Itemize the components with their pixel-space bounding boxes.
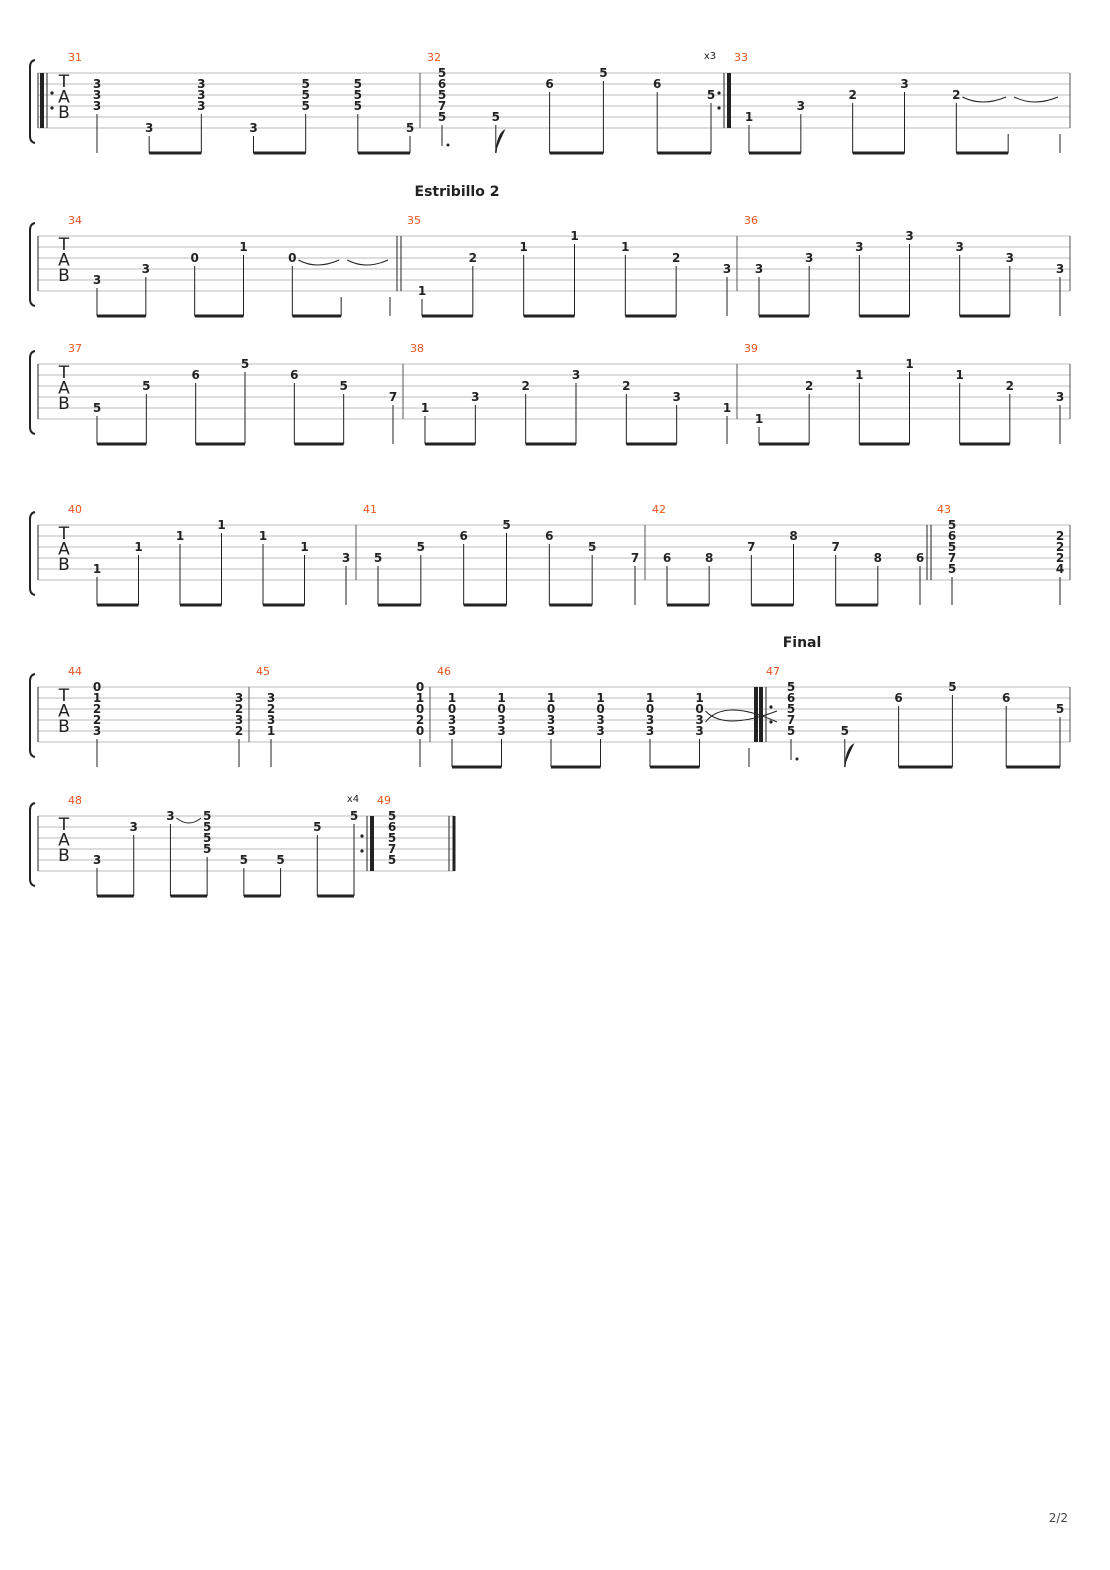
fret-number: 3 xyxy=(471,390,480,404)
fret-number: 1 xyxy=(415,691,425,705)
fret-number: 6 xyxy=(459,529,468,543)
fret-number: 3 xyxy=(645,724,655,738)
fret-number: 3 xyxy=(197,99,206,113)
fret-number: 0 xyxy=(190,251,199,265)
fret-number: 1 xyxy=(722,401,732,415)
tab-clef-letter: A xyxy=(58,701,70,722)
fret-number: 3 xyxy=(141,262,151,276)
repeat-dot xyxy=(50,106,53,109)
measure-number: 44 xyxy=(68,665,82,678)
fret-number: 7 xyxy=(387,842,397,856)
fret-number: 3 xyxy=(695,724,704,738)
fret-number: 7 xyxy=(388,390,398,404)
fret-number: 3 xyxy=(1005,251,1015,265)
fret-number: 6 xyxy=(437,77,447,91)
fret-number: 7 xyxy=(947,551,957,565)
fret-number: 0 xyxy=(497,702,506,716)
repeat-dot xyxy=(717,91,720,94)
fret-number: 1 xyxy=(417,284,427,298)
repeat-dot xyxy=(769,705,772,708)
fret-number: 5 xyxy=(387,853,397,867)
fret-number: 6 xyxy=(915,551,925,565)
system-bracket xyxy=(30,674,35,757)
fret-number: 3 xyxy=(144,121,154,135)
fret-number: 3 xyxy=(905,229,914,243)
fret-number: 2 xyxy=(468,251,478,265)
dotted-note-dot xyxy=(796,758,799,761)
fret-number: 6 xyxy=(545,77,554,91)
system-bracket xyxy=(30,60,35,143)
tab-clef-letter: A xyxy=(58,87,70,108)
fret-number: 0 xyxy=(288,251,297,265)
measure-number: 38 xyxy=(410,342,424,355)
fret-number: 3 xyxy=(497,713,506,727)
page-number: 2/2 xyxy=(1048,1511,1068,1525)
tab-clef-letter: T xyxy=(58,524,70,544)
measure-number: 32 xyxy=(427,51,441,64)
repeat-dot xyxy=(360,834,363,837)
fret-number: 5 xyxy=(313,820,322,834)
fret-number: 5 xyxy=(437,66,447,80)
tab-clef-letter: T xyxy=(58,72,70,92)
measure-number: 48 xyxy=(68,794,82,807)
measure-number: 36 xyxy=(744,214,758,227)
measure-number: 34 xyxy=(68,214,82,227)
fret-number: 3 xyxy=(266,713,276,727)
fret-number: 1 xyxy=(645,691,655,705)
system-bracket xyxy=(30,803,35,886)
tie-curve xyxy=(962,97,1006,102)
fret-number: 1 xyxy=(258,529,268,543)
fret-number: 8 xyxy=(704,551,714,565)
fret-number: 1 xyxy=(744,110,754,124)
fret-number: 7 xyxy=(747,540,756,554)
fret-number: 2 xyxy=(234,702,244,716)
repeat-count: x4 xyxy=(346,794,360,805)
fret-number: 0 xyxy=(645,702,655,716)
fret-number: 3 xyxy=(754,262,764,276)
fret-number: 7 xyxy=(437,99,447,113)
fret-number: 2 xyxy=(92,702,102,716)
measure-number: 40 xyxy=(68,503,82,516)
fret-number: 3 xyxy=(546,724,556,738)
measure-number: 35 xyxy=(407,214,421,227)
fret-number: 1 xyxy=(92,691,102,705)
fret-number: 5 xyxy=(840,724,849,738)
fret-number: 7 xyxy=(630,551,640,565)
tie-curve xyxy=(1014,97,1058,102)
fret-number: 5 xyxy=(786,680,796,694)
fret-number: 1 xyxy=(695,691,704,705)
tie-curve xyxy=(347,260,388,265)
fret-number: 3 xyxy=(197,88,206,102)
fret-number: 1 xyxy=(266,724,276,738)
fret-number: 3 xyxy=(234,713,244,727)
fret-number: 5 xyxy=(706,88,716,102)
fret-number: 2 xyxy=(1005,379,1015,393)
dotted-note-dot xyxy=(447,144,450,147)
fret-number: 1 xyxy=(754,412,764,426)
fret-number: 3 xyxy=(92,77,102,91)
fret-number: 0 xyxy=(695,702,704,716)
fret-number: 3 xyxy=(92,273,102,287)
fret-number: 5 xyxy=(599,66,608,80)
fret-number: 5 xyxy=(202,820,212,834)
measure-number: 33 xyxy=(734,51,748,64)
repeat-dot xyxy=(769,720,772,723)
fret-number: 2 xyxy=(234,724,244,738)
fret-number: 1 xyxy=(519,240,528,254)
fret-number: 3 xyxy=(955,240,964,254)
fret-number: 5 xyxy=(353,99,363,113)
system-bracket xyxy=(30,223,35,306)
tab-clef-letter: A xyxy=(58,830,70,851)
tab-clef-letter: A xyxy=(58,378,70,399)
tab-clef-letter: T xyxy=(58,686,70,706)
repeat-dot xyxy=(717,106,720,109)
fret-number: 5 xyxy=(405,121,415,135)
fret-number: 7 xyxy=(831,540,840,554)
measure-number: 46 xyxy=(437,665,451,678)
fret-number: 1 xyxy=(239,240,248,254)
fret-number: 2 xyxy=(415,713,425,727)
fret-number: 5 xyxy=(387,809,397,823)
repeat-dot xyxy=(50,91,53,94)
tab-clef-letter: B xyxy=(58,394,70,414)
fret-number: 5 xyxy=(339,379,348,393)
fret-number: 1 xyxy=(175,529,185,543)
fret-number: 6 xyxy=(894,691,903,705)
fret-number: 2 xyxy=(622,379,631,393)
tab-clef-letter: T xyxy=(58,235,70,255)
fret-number: 5 xyxy=(387,831,397,845)
repeat-dot xyxy=(360,849,363,852)
fret-number: 0 xyxy=(92,680,102,694)
fret-number: 6 xyxy=(653,77,662,91)
measure-number: 31 xyxy=(68,51,82,64)
fret-number: 1 xyxy=(420,401,430,415)
fret-number: 3 xyxy=(796,99,806,113)
fret-number: 3 xyxy=(234,691,244,705)
fret-number: 6 xyxy=(662,551,672,565)
tab-clef-letter: B xyxy=(58,103,70,123)
fret-number: 3 xyxy=(197,77,206,91)
fret-number: 5 xyxy=(786,724,796,738)
fret-number: 3 xyxy=(249,121,258,135)
fret-number: 1 xyxy=(621,240,630,254)
fret-number: 5 xyxy=(437,88,447,102)
fret-number: 7 xyxy=(786,713,796,727)
measure-number: 42 xyxy=(652,503,666,516)
fret-number: 5 xyxy=(416,540,426,554)
measure-number: 49 xyxy=(377,794,391,807)
fret-number: 3 xyxy=(166,809,175,823)
fret-number: 1 xyxy=(447,691,457,705)
fret-number: 5 xyxy=(491,110,500,124)
fret-number: 3 xyxy=(447,713,457,727)
eighth-flag xyxy=(496,131,504,153)
fret-number: 1 xyxy=(217,518,226,532)
tab-clef-letter: B xyxy=(58,266,70,286)
fret-number: 3 xyxy=(571,368,581,382)
fret-number: 0 xyxy=(415,724,425,738)
fret-number: 3 xyxy=(695,713,704,727)
fret-number: 3 xyxy=(92,99,102,113)
fret-number: 0 xyxy=(415,702,425,716)
fret-number: 6 xyxy=(290,368,299,382)
fret-number: 5 xyxy=(239,853,249,867)
fret-number: 5 xyxy=(437,110,447,124)
tie-curve xyxy=(176,818,201,823)
fret-number: 2 xyxy=(92,713,102,727)
fret-number: 3 xyxy=(596,724,605,738)
fret-number: 2 xyxy=(804,379,814,393)
fret-number: 6 xyxy=(191,368,200,382)
fret-number: 2 xyxy=(521,379,530,393)
eighth-flag xyxy=(845,745,853,767)
tab-clef-letter: T xyxy=(58,363,70,383)
fret-number: 3 xyxy=(341,551,351,565)
fret-number: 5 xyxy=(202,831,212,845)
fret-number: 5 xyxy=(240,357,250,371)
fret-number: 5 xyxy=(947,540,957,554)
fret-number: 2 xyxy=(1055,540,1065,554)
measure-number: 37 xyxy=(68,342,82,355)
tab-clef-letter: A xyxy=(58,539,70,560)
fret-number: 3 xyxy=(645,713,655,727)
section-label: Final xyxy=(782,635,822,651)
measure-number: 41 xyxy=(363,503,377,516)
fret-number: 6 xyxy=(387,820,397,834)
system-bracket xyxy=(30,351,35,434)
tab-clef-letter: T xyxy=(58,815,70,835)
fret-number: 8 xyxy=(873,551,883,565)
fret-number: 3 xyxy=(266,691,276,705)
fret-number: 1 xyxy=(905,357,914,371)
system-bracket xyxy=(30,512,35,595)
fret-number: 1 xyxy=(596,691,605,705)
fret-number: 5 xyxy=(587,540,597,554)
fret-number: 5 xyxy=(301,88,310,102)
fret-number: 1 xyxy=(855,368,864,382)
tie-curve xyxy=(298,260,339,265)
fret-number: 3 xyxy=(596,713,605,727)
fret-number: 3 xyxy=(129,820,138,834)
fret-number: 4 xyxy=(1055,562,1065,576)
fret-number: 5 xyxy=(947,562,957,576)
measure-number: 43 xyxy=(937,503,951,516)
fret-number: 3 xyxy=(1055,262,1065,276)
fret-number: 2 xyxy=(848,88,857,102)
fret-number: 0 xyxy=(596,702,605,716)
fret-number: 3 xyxy=(900,77,909,91)
measure-number: 39 xyxy=(744,342,758,355)
fret-number: 0 xyxy=(447,702,457,716)
fret-number: 3 xyxy=(447,724,457,738)
tab-clef-letter: B xyxy=(58,555,70,575)
fret-number: 5 xyxy=(202,809,212,823)
fret-number: 2 xyxy=(1055,551,1065,565)
fret-number: 1 xyxy=(497,691,506,705)
fret-number: 3 xyxy=(546,713,556,727)
fret-number: 6 xyxy=(545,529,554,543)
fret-number: 3 xyxy=(722,262,732,276)
fret-number: 5 xyxy=(301,99,310,113)
fret-number: 1 xyxy=(546,691,556,705)
fret-number: 3 xyxy=(672,390,681,404)
fret-number: 5 xyxy=(349,809,359,823)
fret-number: 3 xyxy=(92,88,102,102)
fret-number: 1 xyxy=(134,540,143,554)
fret-number: 5 xyxy=(786,702,796,716)
fret-number: 0 xyxy=(546,702,556,716)
fret-number: 1 xyxy=(300,540,309,554)
fret-number: 6 xyxy=(786,691,796,705)
fret-number: 6 xyxy=(1002,691,1011,705)
fret-number: 5 xyxy=(373,551,383,565)
fret-number: 3 xyxy=(92,853,102,867)
fret-number: 3 xyxy=(497,724,506,738)
fret-number: 5 xyxy=(947,518,957,532)
section-label: Estribillo 2 xyxy=(414,184,500,200)
fret-number: 3 xyxy=(855,240,864,254)
measure-number: 47 xyxy=(766,665,780,678)
fret-number: 2 xyxy=(952,88,961,102)
fret-number: 5 xyxy=(276,853,285,867)
fret-number: 2 xyxy=(671,251,681,265)
fret-number: 5 xyxy=(1055,702,1065,716)
fret-number: 5 xyxy=(502,518,511,532)
fret-number: 5 xyxy=(948,680,957,694)
measure-number: 45 xyxy=(256,665,270,678)
fret-number: 3 xyxy=(1055,390,1065,404)
fret-number: 2 xyxy=(1055,529,1065,543)
tab-clef-letter: B xyxy=(58,846,70,866)
fret-number: 5 xyxy=(202,842,212,856)
fret-number: 1 xyxy=(570,229,579,243)
tab-clef-letter: B xyxy=(58,717,70,737)
repeat-count: x3 xyxy=(703,51,717,62)
fret-number: 3 xyxy=(804,251,814,265)
fret-number: 5 xyxy=(142,379,151,393)
fret-number: 6 xyxy=(947,529,957,543)
fret-number: 1 xyxy=(955,368,964,382)
fret-number: 0 xyxy=(415,680,425,694)
fret-number: 5 xyxy=(301,77,310,91)
fret-number: 2 xyxy=(266,702,276,716)
fret-number: 5 xyxy=(353,88,363,102)
fret-number: 8 xyxy=(789,529,798,543)
fret-number: 5 xyxy=(353,77,363,91)
tab-clef-letter: A xyxy=(58,250,70,271)
fret-number: 1 xyxy=(92,562,102,576)
fret-number: 3 xyxy=(92,724,102,738)
fret-number: 5 xyxy=(92,401,102,415)
